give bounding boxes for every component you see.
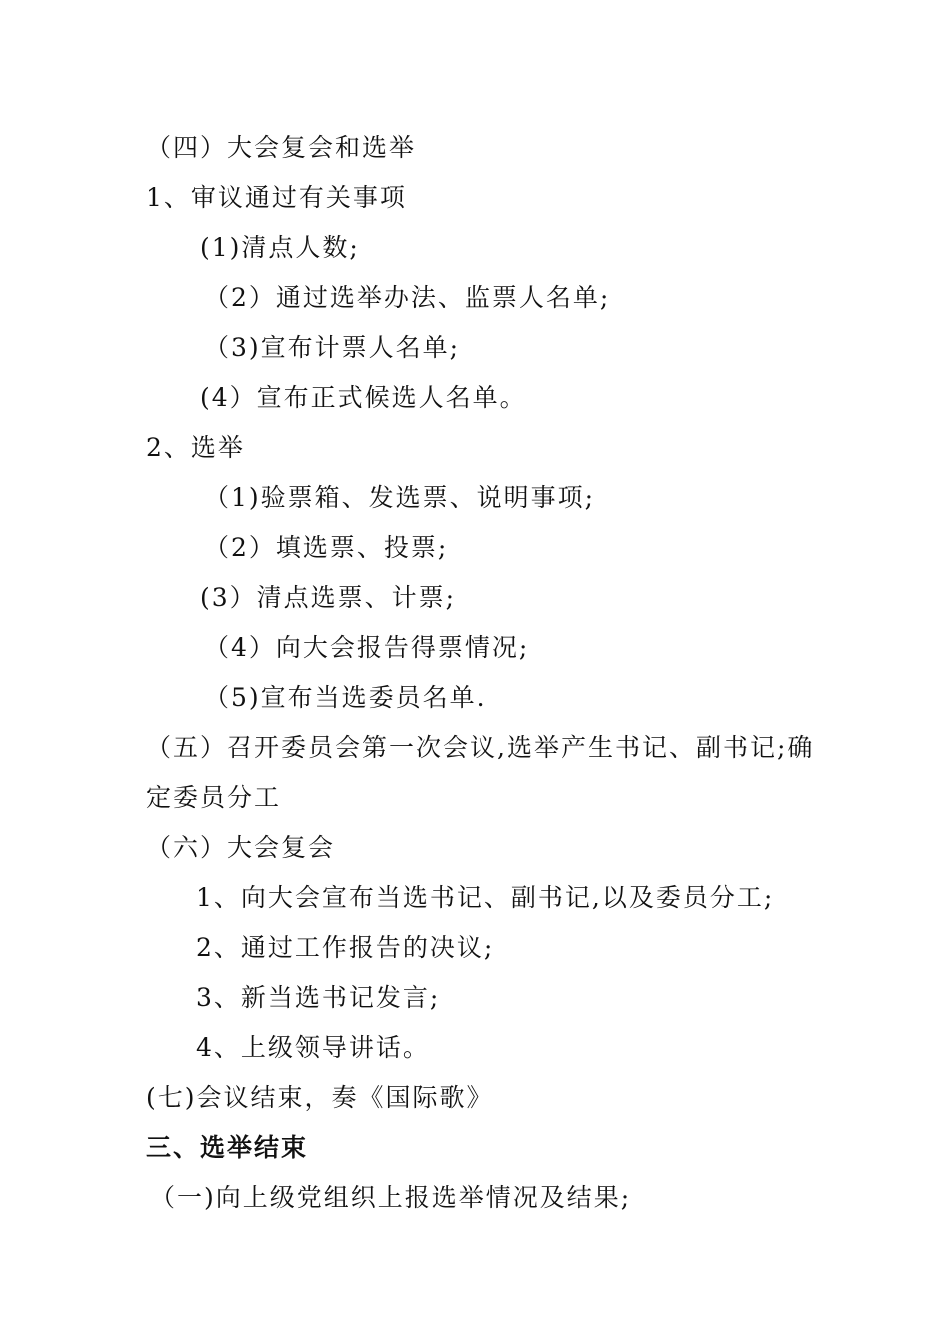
section-6-item-3: 3、新当选书记发言; xyxy=(196,983,441,1012)
section-5-continuation: 定委员分工 xyxy=(146,783,282,812)
subitem-2-1: （1)验票箱、发选票、说明事项; xyxy=(204,483,596,512)
section-4-heading: （四）大会复会和选举 xyxy=(146,133,417,162)
subitem-2-4: （4）向大会报告得票情况; xyxy=(204,633,530,662)
part-3-heading: 三、选举结束 xyxy=(146,1133,309,1162)
section-6-item-4: 4、上级领导讲话。 xyxy=(196,1033,430,1062)
part-3-item-1: （一)向上级党组织上报选举情况及结果; xyxy=(150,1183,632,1212)
subitem-1-4: (4）宣布正式候选人名单。 xyxy=(200,383,527,412)
section-6-item-1: 1、向大会宣布当选书记、副书记,以及委员分工; xyxy=(196,883,775,912)
section-6-item-2: 2、通过工作报告的决议; xyxy=(196,933,495,962)
subitem-1-3: （3)宣布计票人名单; xyxy=(204,333,461,362)
item-2-heading: 2、选举 xyxy=(146,433,245,462)
section-7-heading: (七)会议结束，奏《国际歌》 xyxy=(146,1083,494,1112)
subitem-1-1: (1)清点人数; xyxy=(200,233,360,262)
item-1-heading: 1、审议通过有关事项 xyxy=(146,183,407,212)
subitem-2-2: （2）填选票、投票; xyxy=(204,533,449,562)
subitem-2-5: （5)宣布当选委员名单. xyxy=(204,683,487,712)
subitem-1-2: （2）通过选举办法、监票人名单; xyxy=(204,283,611,312)
section-6-heading: （六）大会复会 xyxy=(146,833,336,862)
section-5-heading: （五）召开委员会第一次会议,选举产生书记、副书记;确 xyxy=(146,733,815,762)
subitem-2-3: (3）清点选票、计票; xyxy=(200,583,457,612)
